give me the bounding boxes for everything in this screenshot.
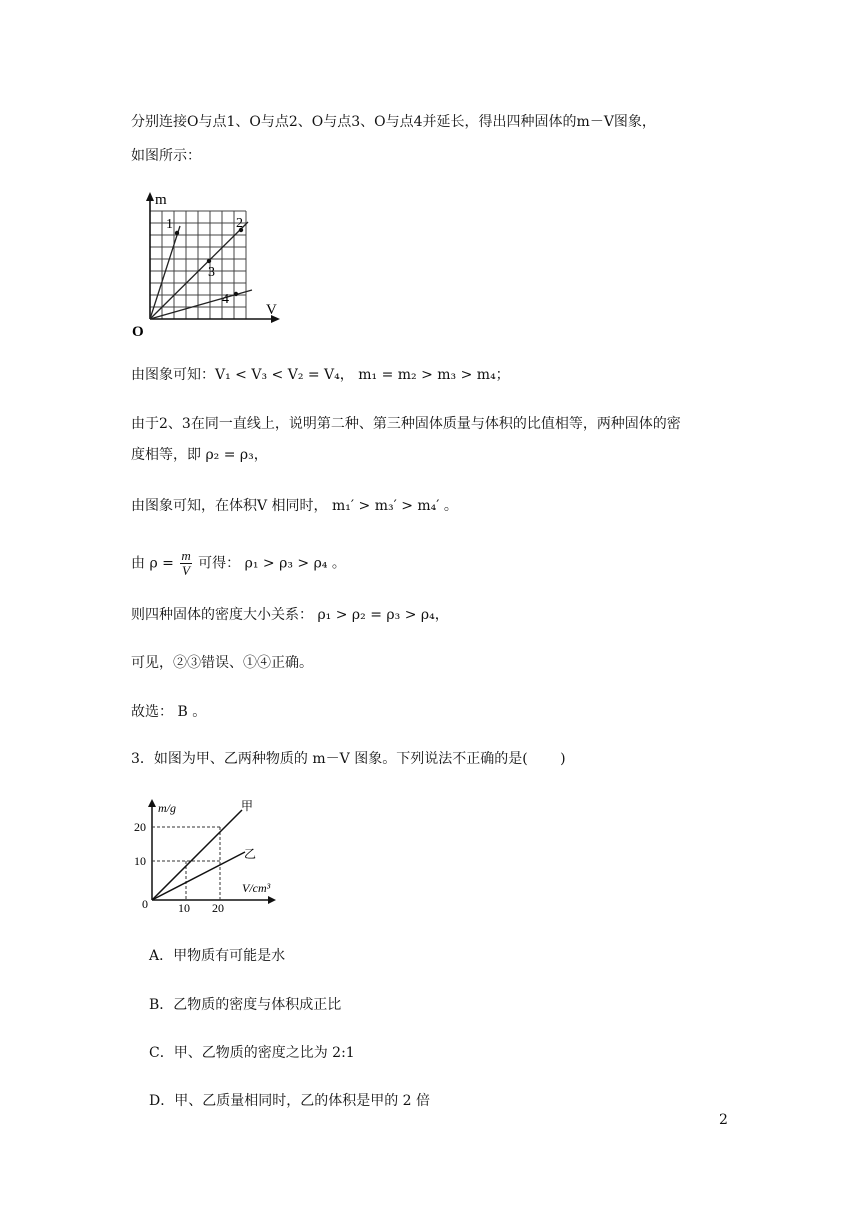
point-label-1: 1: [166, 217, 173, 232]
figure-1-mv-graph: [128, 186, 288, 338]
y-tick-20: 20: [134, 820, 146, 834]
option-d: D．甲、乙质量相同时，乙的体积是甲的 2 倍: [149, 1093, 431, 1109]
paragraph-8: 则四种固体的密度大小关系： ρ₁ > ρ₂ = ρ₃ > ρ₄，: [131, 607, 449, 623]
point-3: [207, 259, 211, 263]
x-tick-20: 20: [212, 901, 224, 914]
paragraph-7-post: 可得： ρ₁ > ρ₃ > ρ₄ 。: [198, 555, 346, 572]
paragraph-1: 分别连接O与点1、O与点2、O与点3、O与点4并延长，得出四种固体的m－V图象，: [131, 114, 656, 130]
option-a: A．甲物质有可能是水: [149, 948, 286, 964]
paragraph-3: 由图象可知：V₁ < V₃ < V₂ = V₄， m₁ = m₂ > m₃ > m₄；: [131, 367, 510, 383]
y-tick-10: 10: [134, 854, 146, 868]
paragraph-4: 由于2、3在同一直线上，说明第二种、第三种固体质量与体积的比值相等，两种固体的密: [131, 416, 681, 432]
fraction-m-over-v: [180, 549, 191, 578]
x-axis-label: V/cm³: [242, 881, 271, 895]
paragraph-7-pre: 由 ρ =: [131, 555, 174, 572]
option-b: B．乙物质的密度与体积成正比: [149, 997, 342, 1013]
point-4: [234, 292, 238, 296]
point-label-3: 3: [208, 265, 215, 280]
series-yi-line: [152, 852, 245, 900]
point-1: [175, 231, 179, 235]
page-number: 2: [719, 1112, 728, 1128]
point-label-2: 2: [236, 216, 243, 231]
series-jia-line: [152, 810, 242, 900]
series-jia-label: 甲: [241, 799, 254, 813]
paragraph-2: 如图所示：: [131, 148, 201, 164]
paragraph-7: [131, 549, 346, 578]
fraction-numerator: m: [181, 548, 191, 563]
series-yi-label: 乙: [244, 847, 257, 861]
x-tick-10: 10: [178, 901, 190, 914]
figure-2-mv-graph: [130, 796, 280, 914]
y-axis-label: m/g: [158, 801, 176, 815]
option-c: C．甲、乙物质的密度之比为 2:1: [149, 1045, 355, 1061]
origin-label: O: [132, 324, 144, 338]
paragraph-10: 故选： B 。: [131, 704, 207, 720]
question-3: 3．如图为甲、乙两种物质的 m－V 图象。下列说法不正确的是( ): [131, 751, 566, 767]
origin-label: 0: [142, 897, 148, 911]
paragraph-9: 可见，②③错误、①④正确。: [131, 655, 313, 671]
x-axis-label: V: [266, 302, 277, 318]
fraction-denominator: V: [182, 563, 190, 578]
paragraph-5: 度相等，即 ρ₂ = ρ₃，: [131, 447, 268, 463]
point-label-4: 4: [222, 292, 229, 307]
paragraph-6: 由图象可知，在体积V 相同时， m₁′ > m₃′ > m₄′ 。: [131, 498, 458, 514]
y-axis-label: m: [155, 192, 167, 208]
